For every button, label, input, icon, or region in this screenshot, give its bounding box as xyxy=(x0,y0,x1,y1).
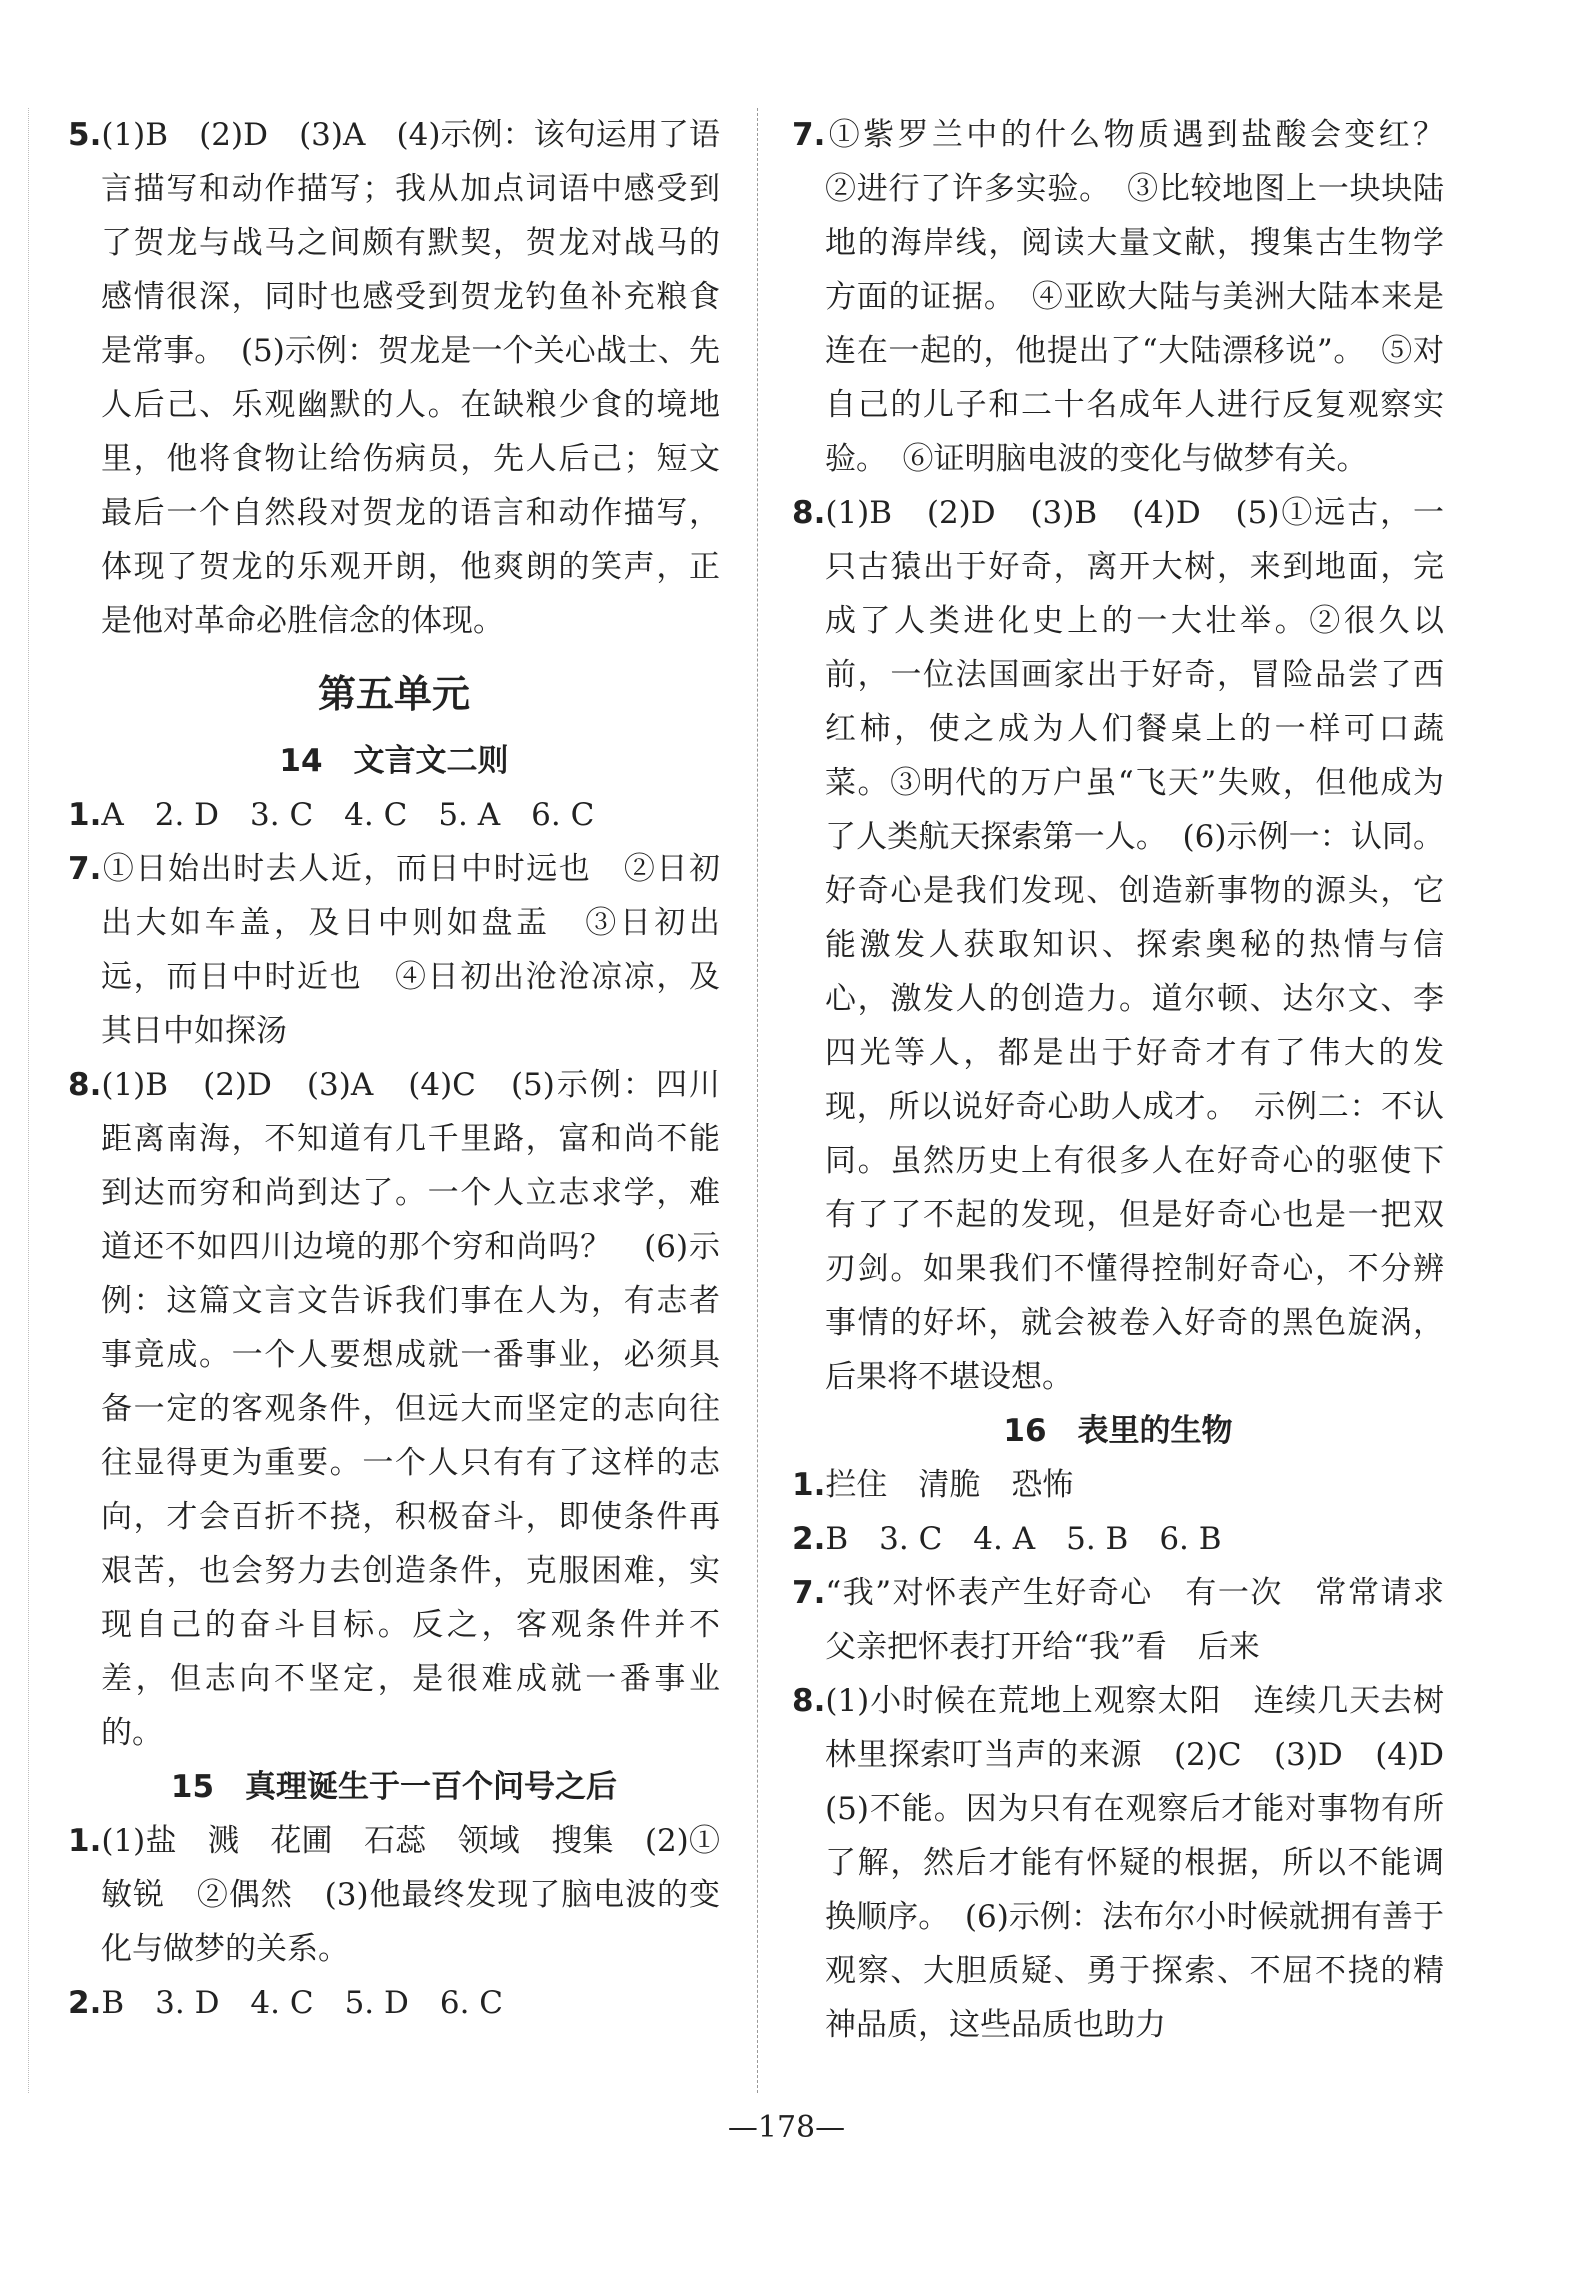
right-column xyxy=(792,108,1475,2052)
answer-item: 7.①紫罗兰中的什么物质遇到盐酸会变红？ ②进行了许多实验。 ③比较地图上一块块陆地的海岸线，阅读大量文献，搜集古生物学方面的证据。 ④亚欧大陆与美洲大陆本来是连在一起的，他提出了“大陆漂移说”。 ⑤对自己的儿子和二十名成年人进行反复观察实验。 ⑥证明脑电波的变化与做梦有关。 xyxy=(792,117,1475,477)
section-title: 16 表里的生物 xyxy=(1003,1413,1233,1449)
answer-item: 1.拦住 清脆 恐怖 xyxy=(792,1467,1074,1503)
section-title: 14 文言文二则 xyxy=(279,743,509,779)
page-number: —178— xyxy=(727,2110,846,2145)
answer-item: 2.B 3. C 4. A 5. B 6. B xyxy=(792,1521,1222,1557)
answer-item: 5.(1)B (2)D (3)A (4)示例：该句运用了语言描写和动作描写；我从加点词语中感受到了贺龙与战马之间颇有默契，贺龙对战马的感情很深，同时也感受到贺龙钓鱼补充粮食是常事。 (5)示例：贺龙是一个关心战士、先人后己、乐观幽默的人。在缺粮少食的境地里，他将食物让给伤病员，先人后己；短文最后一个自然段对贺龙的语言和动作描写，体现了贺龙的乐观开朗，他爽朗的笑声，正是他对革命必胜信念的体现。 xyxy=(68,117,720,639)
answer-item: 1.(1)盐 溅 花圃 石蕊 领域 搜集 (2)①敏锐 ②偶然 (3)他最终发现了脑电波的变化与做梦的关系。 xyxy=(68,1823,720,1967)
binding-margin-line xyxy=(28,108,29,2093)
answer-item: 7.“我”对怀表产生好奇心 有一次 常常请求父亲把怀表打开给“我”看 后来 xyxy=(792,1575,1444,1665)
answer-item: 7.①日始出时去人近，而日中时远也 ②日初出大如车盖，及日中则如盘盂 ③日初出远，而日中时近也 ④日初出沧沧凉凉，及其日中如探汤 xyxy=(68,851,720,1049)
answer-item: 2.B 3. D 4. C 5. D 6. C xyxy=(68,1985,504,2021)
answer-item: 8.(1)小时候在荒地上观察太阳 连续几天去树林里探索叮当声的来源 (2)C (3)D (4)D (5)不能。因为只有在观察后才能对事物有所了解，然后才能有怀疑的根据，所以不能调换顺序。 (6)示例：法布尔小时候就拥有善于观察、大胆质疑、勇于探索、不屈不挠的精神品质，这些品质也助力 xyxy=(792,1683,1475,2043)
column-divider xyxy=(757,108,758,2093)
unit-title: 第五单元 xyxy=(317,672,470,716)
answer-item: 8.(1)B (2)D (3)B (4)D (5)①远古，一只古猿出于好奇，离开大树，来到地面，完成了人类进化史上的一大壮举。②很久以前，一位法国画家出于好奇，冒险品尝了西红柿，使之成为人们餐桌上的一样可口蔬菜。③明代的万户虽“飞天”失败，但他成为了人类航天探索第一人。 (6)示例一：认同。好奇心是我们发现、创造新事物的源头，它能激发人获取知识、探索奥秘的热情与信心，激发人的创造力。道尔顿、达尔文、李四光等人，都是出于好奇才有了伟大的发现，所以说好奇心助人成才。 示例二：不认同。虽然历史上有很多人在好奇心的驱使下有了了不起的发现，但是好奇心也是一把双刃剑。如果我们不懂得控制好奇心，不分辨事情的好坏，就会被卷入好奇的黑色旋涡，后果将不堪设想。 xyxy=(792,495,1444,1395)
answer-item: 1.A 2. D 3. C 4. C 5. A 6. C xyxy=(68,797,595,833)
left-column xyxy=(68,108,720,2030)
section-title: 15 真理诞生于一百个问号之后 xyxy=(170,1769,618,1805)
answer-item: 8.(1)B (2)D (3)A (4)C (5)示例：四川距离南海，不知道有几千里路，富和尚不能到达而穷和尚到达了。一个人立志求学，难道还不如四川边境的那个穷和尚吗？ (6)示例：这篇文言文告诉我们事在人为，有志者事竟成。一个人要想成就一番事业，必须具备一定的客观条件，但远大而坚定的志向往往显得更为重要。一个人只有有了这样的志向，才会百折不挠，积极奋斗，即使条件再艰苦，也会努力去创造条件，克服困难，实现自己的奋斗目标。反之，客观条件并不差，但志向不坚定，是很难成就一番事业的。 xyxy=(68,1067,720,1751)
